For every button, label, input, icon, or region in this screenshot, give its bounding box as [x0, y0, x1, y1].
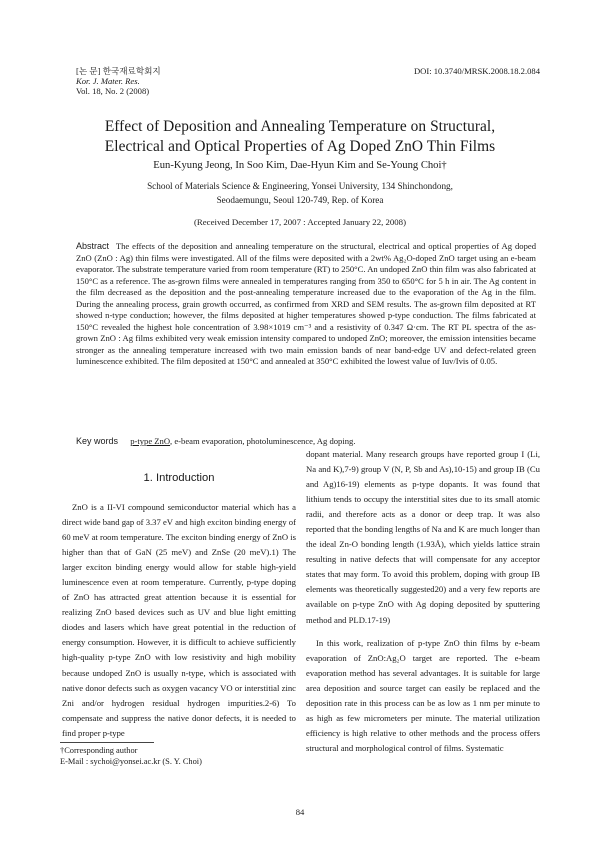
keywords-label: Key words [76, 436, 119, 446]
journal-header [76, 66, 161, 96]
journal-abbreviation: Kor. J. Mater. Res. [76, 76, 140, 86]
section-title: 1. Introduction [143, 472, 215, 484]
paragraph: In this work, realization of p-type ZnO thin films by e-beam evaporation of ZnO:Ag₂O target are reported. The e-beam evaporation method has several advantages. It is suitable for large area deposition and source target can easily be replaced and the deposition rate in this process can be as low as 1 nm per minute to as high as few micrometers per minute. The material utilization efficiency is high relative to other methods and the process offers structural and morphological control of films. Systematic [306, 637, 540, 753]
author-email: E-Mail : sychoi@yonsei.ac.kr (S. Y. Choi) [60, 757, 202, 766]
abstract-text: The effects of the deposition and annealing temperature on the structural, electrical and optical properties of Ag doped ZnO (ZnO : Ag) thin films were investigated. All of the films were deposited with a 2wt% Ag₂O-doped ZnO target using an e-beam evaporator. The substrate temperature varied from room temperature (RT) to 250°C. An undoped ZnO thin film was also fabricated at 150°C as a reference. The as-grown films were annealed in temperatures ranging from 350 to 650°C for 5 h in air. The Ag content in the film decreased as the deposition and the post-annealing temperature increased due to the evaporation of the Ag in the film. During the annealing process, grain growth occurred, as confirmed from XRD and SEM results. The as-grown film deposited at RT showed n-type conduction; however, the films deposited at higher temperatures showed p-type conduction. The films fabricated at 150°C revealed the highest hole concentration of 3.98×1019 cm⁻³ and a resistivity of 0.347 Ω·cm. The RT PL spectra of the as-grown ZnO : Ag films exhibited very weak emission intensity compared to undoped ZnO; moreover, the emission intensities became stronger as the annealing temperature increased with two main emission bands of near band-edge UV and defect-related green luminescence exhibited. The film deposited at 150°C and annealed at 350°C exhibited the lowest value of Iuv/Ivis of 0.05. [76, 241, 536, 367]
keywords [76, 435, 536, 447]
footnote [60, 745, 202, 767]
received-dates: (Received December 17, 2007 : Accepted January 22, 2008) [193, 217, 407, 227]
author-list: Eun-Kyung Jeong, In Soo Kim, Dae-Hyun Kim and Se-Young Choi† [153, 160, 447, 171]
paper-title [40, 117, 560, 157]
journal-korean-name: [논 문] 한국재료학회지 [76, 66, 161, 76]
doi: DOI: 10.3740/MRSK.2008.18.2.084 [413, 66, 540, 76]
journal-volume: Vol. 18, No. 2 (2008) [76, 86, 150, 96]
affiliation-line: Seodaemungu, Seoul 120-749, Rep. of Korea [216, 195, 384, 205]
title-line: Effect of Deposition and Annealing Temperature on Structural, [104, 118, 496, 135]
title-line: Electrical and Optical Properties of Ag Doped ZnO Thin Films [104, 138, 496, 155]
keywords-rest: , e-beam evaporation, photoluminescence, Ag doping. [170, 436, 356, 446]
corresponding-author: †Corresponding author [60, 746, 138, 755]
paragraph: dopant material. Many research groups have reported group I (Li, Na and K),7-9) group V (N, P, Sb and As),10-15) and group IB (Cu and Ag)16-19) elements as p-type dopants. It was found that lithium tends to occupy the interstitial sites due to its small atomic radii, and therefore acts as a donor or deep trap. It was also reported that the bonding lengths of Na and K are much longer than the ideal Zn-O bonding length (1.93Å), which yields lattice strain resulting in native defects that will compensate for any acceptor states that may form. To avoid this problem, doping with group IB elements was theoretically suggested20) and a very few reports are available on p-type ZnO with Ag doping deposited by sputtering method and PLD.17-19) [306, 449, 540, 625]
page-number: 84 [295, 807, 305, 817]
abstract [76, 241, 536, 368]
affiliation [40, 179, 560, 207]
left-column [62, 500, 296, 741]
keyword-link[interactable]: p-type ZnO [130, 436, 171, 446]
paragraph: ZnO is a II-VI compound semiconductor material which has a direct wide band gap of 3.37 eV and high exciton binding energy of 60 meV at room temperature. The exciton binding energy of ZnO is higher than that of GaN (25 meV) and ZnSe (20 meV).1) The larger exciton binding energy would allow for stable high-yield luminescence even at room temperature. Currently, p-type doping of ZnO has attracted great attention because it is essential for realizing ZnO based devices such as UV and blue light emitting diodes and lasers which have great potential in the reduction of energy consumption. However, it is difficult to achieve sufficiently high-quality p-type ZnO with low resistivity and high mobility because undoped ZnO is usually n-type, which is associated with native donor defects such as oxygen vacancy VO or interstitial zinc Zni and/or hydrogen residual hydrogen impurities.2-6) To compensate and suppress the native donor defects, it is needed to find proper p-type [62, 502, 296, 738]
right-column [306, 447, 540, 756]
affiliation-line: School of Materials Science & Engineering, Yonsei University, 134 Shinchondong, [147, 181, 453, 191]
footnote-divider [60, 742, 154, 743]
abstract-label: Abstract [76, 241, 110, 251]
